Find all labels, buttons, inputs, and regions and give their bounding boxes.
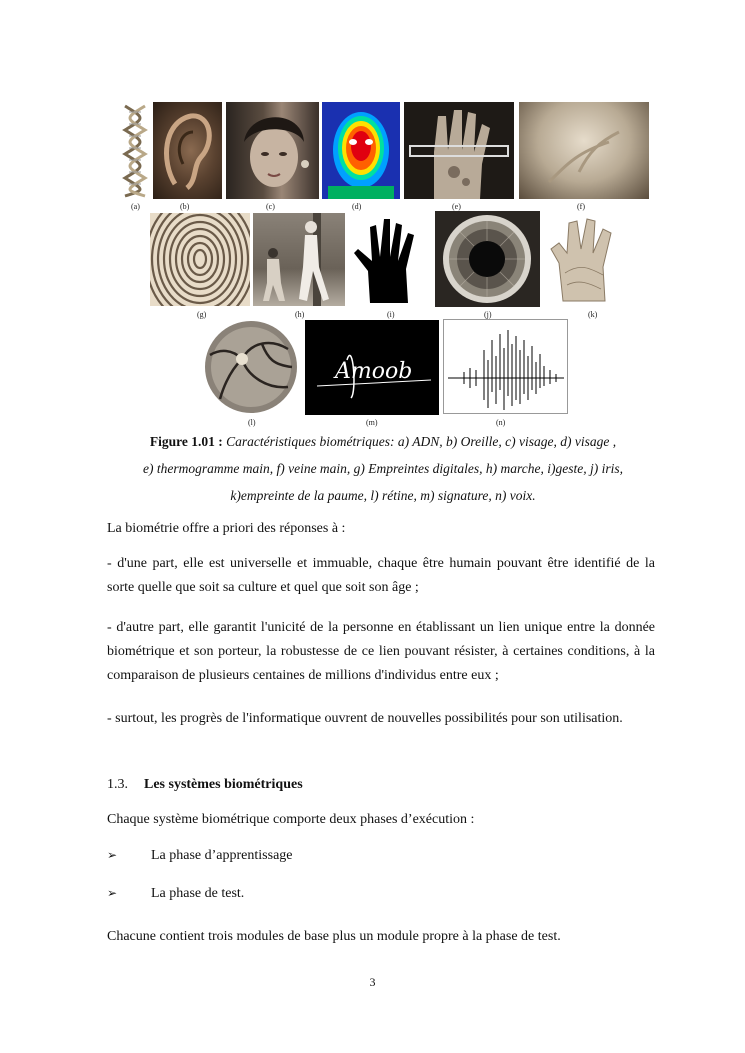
page-number: 3: [369, 975, 376, 989]
retina-image: [202, 319, 301, 414]
figure-caption: [100, 428, 666, 509]
figure-label-c: (c): [266, 202, 275, 211]
arrow-bullet-icon: ➢: [107, 886, 118, 900]
paragraph-uniqueness: - d'autre part, elle garantit l'unicité de la personne en établissant un lien unique entre la donnée biométrique et son porteur, la robustesse de ce lien pouvant résister, à certaines conditions, à la comparaison de plusieurs centaines de millions d'individus entre eux ;: [107, 620, 655, 683]
arrow-bullet-icon: ➢: [107, 848, 118, 862]
intro-paragraph: La biométrie offre a priori des réponses à :: [107, 521, 346, 536]
figure-label-h: (h): [295, 310, 305, 319]
gait-photo: [253, 213, 345, 306]
bullet-text: La phase d’apprentissage: [151, 848, 293, 863]
face-photo: [226, 102, 319, 199]
figure-label-j: (j): [484, 310, 492, 319]
figure-caption-line1: Caractéristiques biométriques: a) ADN, b) Oreille, c) visage, d) visage ,: [226, 434, 617, 449]
figure-label-m: (m): [366, 418, 378, 427]
hand-gesture-image: [348, 213, 431, 306]
figure-label-e: (e): [452, 202, 461, 211]
ear-image: [153, 102, 222, 199]
fingerprint-image: [150, 213, 250, 306]
signature-text: Amoob: [335, 359, 413, 384]
hand-thermogram-image: [404, 102, 514, 199]
palmprint-image: [545, 213, 621, 306]
thermogram-face-image: [322, 102, 400, 199]
phases-intro: Chaque système biométrique comporte deux phases d’exécution :: [107, 812, 475, 827]
bullet-item-learning: [107, 848, 293, 864]
section-heading: [107, 777, 303, 793]
signature-image: [305, 320, 439, 415]
figure-label-k: (k): [588, 310, 598, 319]
iris-image: [435, 211, 540, 307]
figure-caption-label: Figure 1.01 :: [149, 434, 223, 449]
paragraph-universality: - d'une part, elle est universelle et immuable, chaque être humain pouvant être identifié de la sorte quelle que soit sa culture et quel que soit son âge ;: [107, 556, 655, 595]
figure-label-f: (f): [577, 202, 585, 211]
hand-vein-image: [519, 102, 649, 199]
section-title: Les systèmes biométriques: [144, 777, 303, 792]
figure-label-i: (i): [387, 310, 395, 319]
figure-label-g: (g): [197, 310, 207, 319]
figure-label-d: (d): [352, 202, 362, 211]
bullet-item-test: [107, 886, 244, 902]
figure-caption-line3: k)empreinte de la paume, l) rétine, m) signature, n) voix.: [230, 488, 536, 503]
figure-caption-line2: e) thermogramme main, f) veine main, g) Empreintes digitales, h) marche, i)geste, j) iris,: [142, 461, 624, 476]
figure-label-a: (a): [131, 202, 140, 211]
closing-paragraph: Chacune contient trois modules de base plus un module propre à la phase de test.: [107, 929, 561, 944]
dna-image: [120, 104, 150, 198]
section-number: 1.3.: [107, 777, 128, 792]
paragraph-progress: - surtout, les progrès de l'informatique ouvrent de nouvelles possibilités pour son utilisation.: [107, 711, 623, 726]
voice-waveform-image: [443, 319, 568, 414]
bullet-text: La phase de test.: [151, 886, 245, 901]
figure-label-b: (b): [180, 202, 190, 211]
figure-label-n: (n): [496, 418, 506, 427]
figure-label-l: (l): [248, 418, 256, 427]
